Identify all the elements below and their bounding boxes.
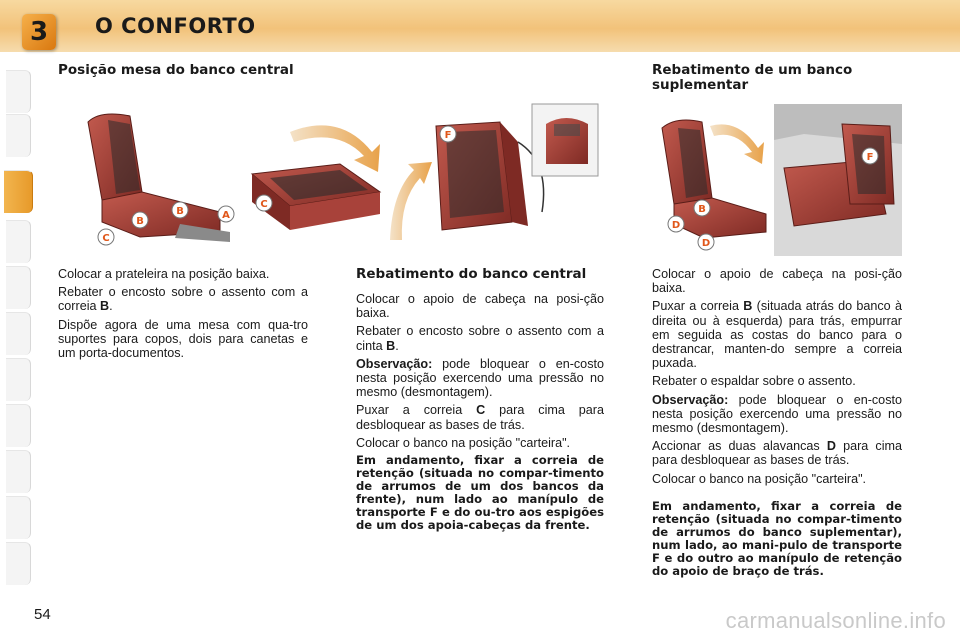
chapter-tab[interactable] bbox=[6, 496, 31, 539]
middle-note: Em andamento, fixar a correia de retenção (situada no compar-timento de arrumos de um dos bancos da frente), num lado ao manípulo de transporte F e do ou-tro aos espigões de um dos apoia-cabeças da frente. bbox=[356, 453, 604, 533]
left-heading: Posição mesa do banco central bbox=[58, 62, 294, 78]
page-title: O CONFORTO bbox=[95, 14, 256, 38]
left-column-text bbox=[58, 267, 308, 364]
arrow-tilt-graphic bbox=[390, 162, 432, 240]
supplementary-seat-illustration bbox=[654, 104, 902, 256]
page-number: 54 bbox=[34, 606, 51, 623]
seat3-label-f: F bbox=[444, 130, 452, 141]
middle-paragraph-1: Colocar o apoio de cabeça na posi-ção baixa. bbox=[356, 292, 604, 321]
right-heading: Rebatimento de um banco suplementar bbox=[652, 62, 853, 93]
right-note: Em andamento, fixar a correia de retenção (situada no compar-timento de arrumos do banco suplementar), num lado, ao mani-pulo de transporte F e do outro ao manípulo de retenção do apoio de braço de trás. bbox=[652, 498, 902, 578]
seat1-label-a: A bbox=[222, 210, 230, 221]
seat4-label-d: D bbox=[671, 220, 681, 231]
right-paragraph-1: Colocar o apoio de cabeça na posi-ção baixa. bbox=[652, 267, 902, 296]
middle-paragraph-2: Rebater o encosto sobre o assento com a cinta B. bbox=[356, 324, 604, 353]
seat1-label-b2: B bbox=[176, 206, 184, 217]
right-paragraph-4: Observação: pode bloquear o en-costo nesta posição exercendo uma pressão no mesmo (desmontagem). bbox=[652, 392, 902, 436]
chapter-tab[interactable] bbox=[6, 450, 31, 493]
chapter-tab-active[interactable] bbox=[4, 170, 33, 213]
middle-column-text bbox=[356, 292, 604, 536]
chapter-tab[interactable] bbox=[6, 312, 31, 355]
chapter-tab[interactable] bbox=[6, 542, 31, 585]
chapter-tab[interactable] bbox=[6, 404, 31, 447]
right-paragraph-3: Rebater o espaldar sobre o assento. bbox=[652, 374, 856, 389]
watermark[interactable]: carmanualsonline.info bbox=[725, 608, 946, 633]
left-paragraph-1: Colocar a prateleira na posição baixa. bbox=[58, 267, 270, 281]
seat-sequence-illustration bbox=[80, 102, 600, 252]
middle-paragraph-5: Colocar o banco na posição "carteira". bbox=[356, 435, 571, 450]
headrest-inset-drawing bbox=[532, 104, 598, 176]
left-paragraph-2: Rebater o encosto sobre o assento com a correia B. bbox=[58, 285, 308, 314]
middle-heading: Rebatimento do banco central bbox=[356, 266, 587, 282]
chapter-tabs bbox=[0, 70, 32, 570]
chapter-tab[interactable] bbox=[6, 220, 31, 263]
seat4-label-d2: D bbox=[701, 238, 711, 249]
left-paragraph-3: Dispõe agora de uma mesa com qua-tro suportes para copos, dois para canetas e um porta-documentos. bbox=[58, 317, 308, 361]
right-paragraph-5: Accionar as duas alavancas D para cima para desbloquear as bases de trás. bbox=[652, 439, 903, 468]
chapter-tab[interactable] bbox=[6, 70, 31, 113]
chapter-tab[interactable] bbox=[6, 358, 31, 401]
chapter-tab[interactable] bbox=[6, 114, 31, 157]
seat2-label-c: C bbox=[260, 199, 268, 210]
seat-upright-drawing bbox=[88, 114, 230, 242]
right-paragraph-6: Colocar o banco na posição "carteira". bbox=[652, 471, 867, 486]
right-paragraph-2: Puxar a correia B (situada atrás do banco à direita ou à esquerda) para trás, empurrar em seguida as costas do banco para o destrancar, manten-do sempre a correia puxada. bbox=[652, 299, 902, 371]
arrow-fold-graphic bbox=[710, 124, 764, 164]
middle-paragraph-3: Observação: pode bloquear o en-costo nesta posição exercendo uma pressão no mesmo (desmontagem). bbox=[356, 356, 604, 400]
middle-paragraph-4: Puxar a correia C para cima para desbloquear as bases de trás. bbox=[356, 403, 604, 432]
chapter-tab[interactable] bbox=[6, 266, 31, 309]
chapter-badge: 3 bbox=[22, 14, 56, 50]
seat5-label-f: F bbox=[866, 152, 874, 163]
seat-folded-drawing bbox=[252, 164, 380, 230]
seat1-label-c: C bbox=[102, 233, 110, 244]
right-column-text bbox=[652, 267, 902, 582]
seat1-label-b: B bbox=[136, 216, 144, 227]
seat4-label-b: B bbox=[698, 204, 706, 215]
